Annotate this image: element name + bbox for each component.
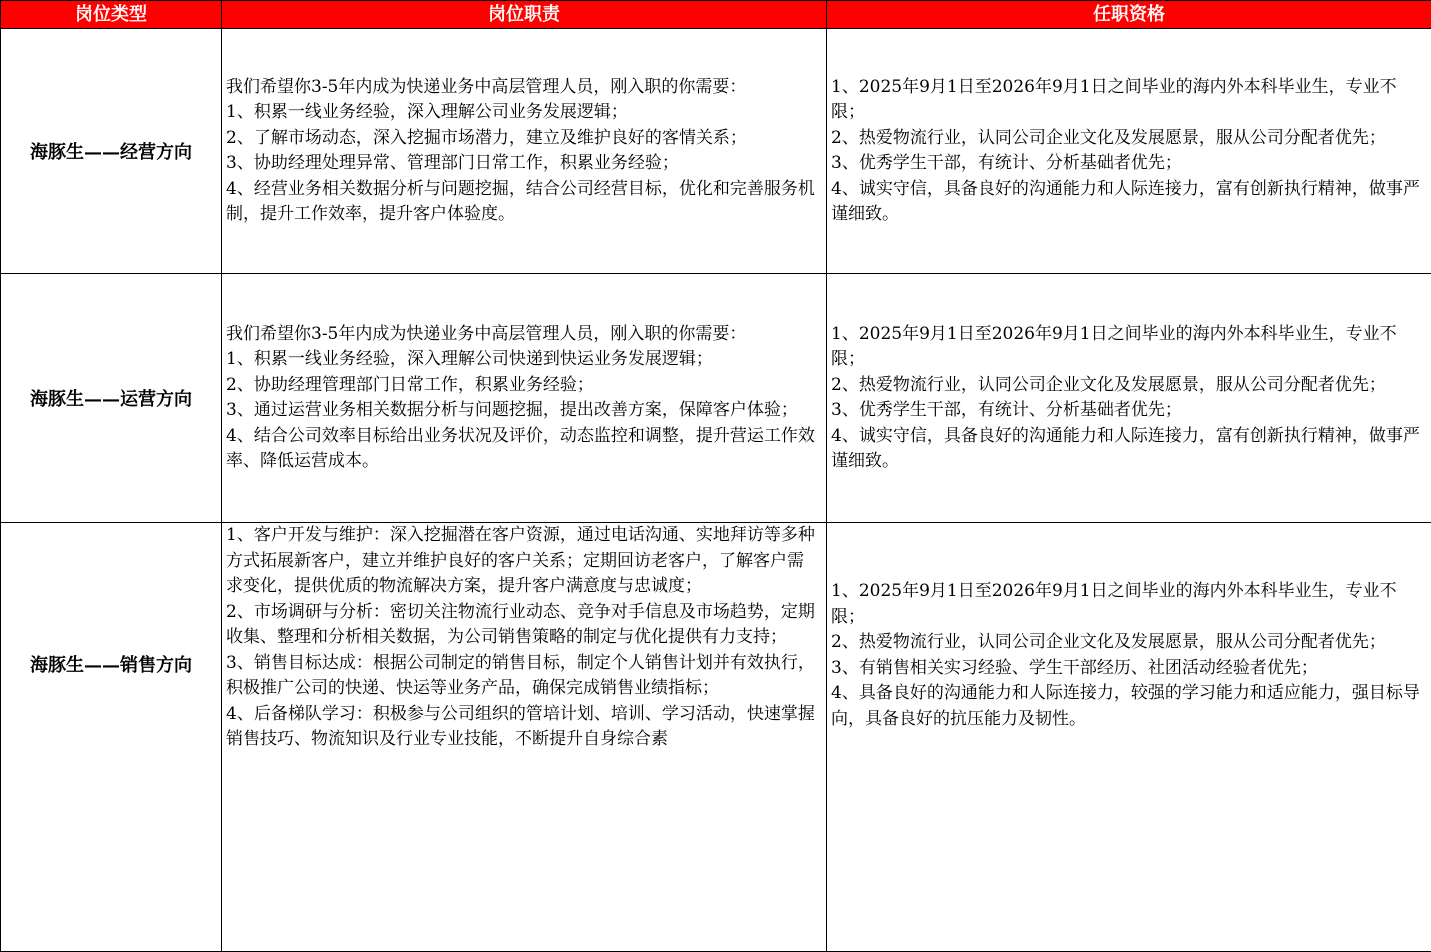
header-responsibilities: 岗位职责 [222, 1, 827, 29]
responsibility-line: 我们希望你3-5年内成为快递业务中高层管理人员，刚入职的你需要： [226, 322, 820, 348]
job-type-cell: 海豚生——运营方向 [1, 274, 222, 523]
responsibility-line: 3、销售目标达成：根据公司制定的销售目标，制定个人销售计划并有效执行，积极推广公司的快递、快运等业务产品，确保完成销售业绩指标； [226, 651, 820, 702]
header-type: 岗位类型 [1, 1, 222, 29]
responsibility-line: 4、经营业务相关数据分析与问题挖掘，结合公司经营目标，优化和完善服务机制，提升工作效率，提升客户体验度。 [226, 177, 820, 228]
qualification-line: 2、热爱物流行业，认同公司企业文化及发展愿景，服从公司分配者优先； [831, 373, 1425, 399]
table-row [1, 523, 1431, 952]
qualifications-cell [827, 274, 1431, 523]
responsibility-line: 1、客户开发与维护：深入挖掘潜在客户资源，通过电话沟通、实地拜访等多种方式拓展新客户，建立并维护良好的客户关系；定期回访老客户，了解客户需求变化，提供优质的物流解决方案，提升客户满意度与忠诚度； [226, 523, 820, 600]
qualification-line: 3、有销售相关实习经验、学生干部经历、社团活动经验者优先； [831, 656, 1425, 682]
qualification-line: 4、具备良好的沟通能力和人际连接力，较强的学习能力和适应能力，强目标导向，具备良好的抗压能力及韧性。 [831, 681, 1425, 732]
responsibility-line: 4、后备梯队学习：积极参与公司组织的管培计划、培训、学习活动，快速掌握销售技巧、物流知识及行业专业技能，不断提升自身综合素 [226, 702, 820, 753]
responsibilities-cell [222, 274, 827, 523]
table-row [1, 274, 1431, 523]
responsibility-line: 3、通过运营业务相关数据分析与问题挖掘，提出改善方案，保障客户体验； [226, 398, 820, 424]
qualifications-cell [827, 523, 1431, 952]
responsibilities-cell [222, 29, 827, 274]
header-qualifications: 任职资格 [827, 1, 1431, 29]
job-type-cell: 海豚生——销售方向 [1, 523, 222, 952]
responsibility-line: 2、协助经理管理部门日常工作，积累业务经验； [226, 373, 820, 399]
qualification-line: 1、2025年9月1日至2026年9月1日之间毕业的海内外本科毕业生，专业不限； [831, 579, 1425, 630]
job-type-cell: 海豚生——经营方向 [1, 29, 222, 274]
responsibility-line: 2、市场调研与分析：密切关注物流行业动态、竞争对手信息及市场趋势，定期收集、整理和分析相关数据，为公司销售策略的制定与优化提供有力支持； [226, 600, 820, 651]
responsibility-line: 2、了解市场动态，深入挖掘市场潜力，建立及维护良好的客情关系； [226, 126, 820, 152]
qualification-line: 2、热爱物流行业，认同公司企业文化及发展愿景，服从公司分配者优先； [831, 630, 1425, 656]
qualification-line: 3、优秀学生干部，有统计、分析基础者优先； [831, 398, 1425, 424]
qualification-line: 2、热爱物流行业，认同公司企业文化及发展愿景，服从公司分配者优先； [831, 126, 1425, 152]
responsibility-line: 我们希望你3-5年内成为快递业务中高层管理人员，刚入职的你需要： [226, 75, 820, 101]
qualification-line: 1、2025年9月1日至2026年9月1日之间毕业的海内外本科毕业生，专业不限； [831, 75, 1425, 126]
qualifications-cell [827, 29, 1431, 274]
table-row [1, 29, 1431, 274]
responsibility-line: 3、协助经理处理异常、管理部门日常工作，积累业务经验； [226, 151, 820, 177]
responsibilities-cell [222, 523, 827, 952]
header-row [1, 1, 1431, 29]
responsibilities-clip [226, 523, 820, 819]
qualification-line: 4、诚实守信，具备良好的沟通能力和人际连接力，富有创新执行精神，做事严谨细致。 [831, 424, 1425, 475]
qualification-line: 3、优秀学生干部，有统计、分析基础者优先； [831, 151, 1425, 177]
qualification-line: 4、诚实守信，具备良好的沟通能力和人际连接力，富有创新执行精神，做事严谨细致。 [831, 177, 1425, 228]
responsibility-line: 1、积累一线业务经验，深入理解公司业务发展逻辑； [226, 100, 820, 126]
responsibility-line: 1、积累一线业务经验，深入理解公司快递到快运业务发展逻辑； [226, 347, 820, 373]
responsibility-line: 4、结合公司效率目标给出业务状况及评价，动态监控和调整，提升营运工作效率、降低运营成本。 [226, 424, 820, 475]
qualification-line: 1、2025年9月1日至2026年9月1日之间毕业的海内外本科毕业生，专业不限； [831, 322, 1425, 373]
